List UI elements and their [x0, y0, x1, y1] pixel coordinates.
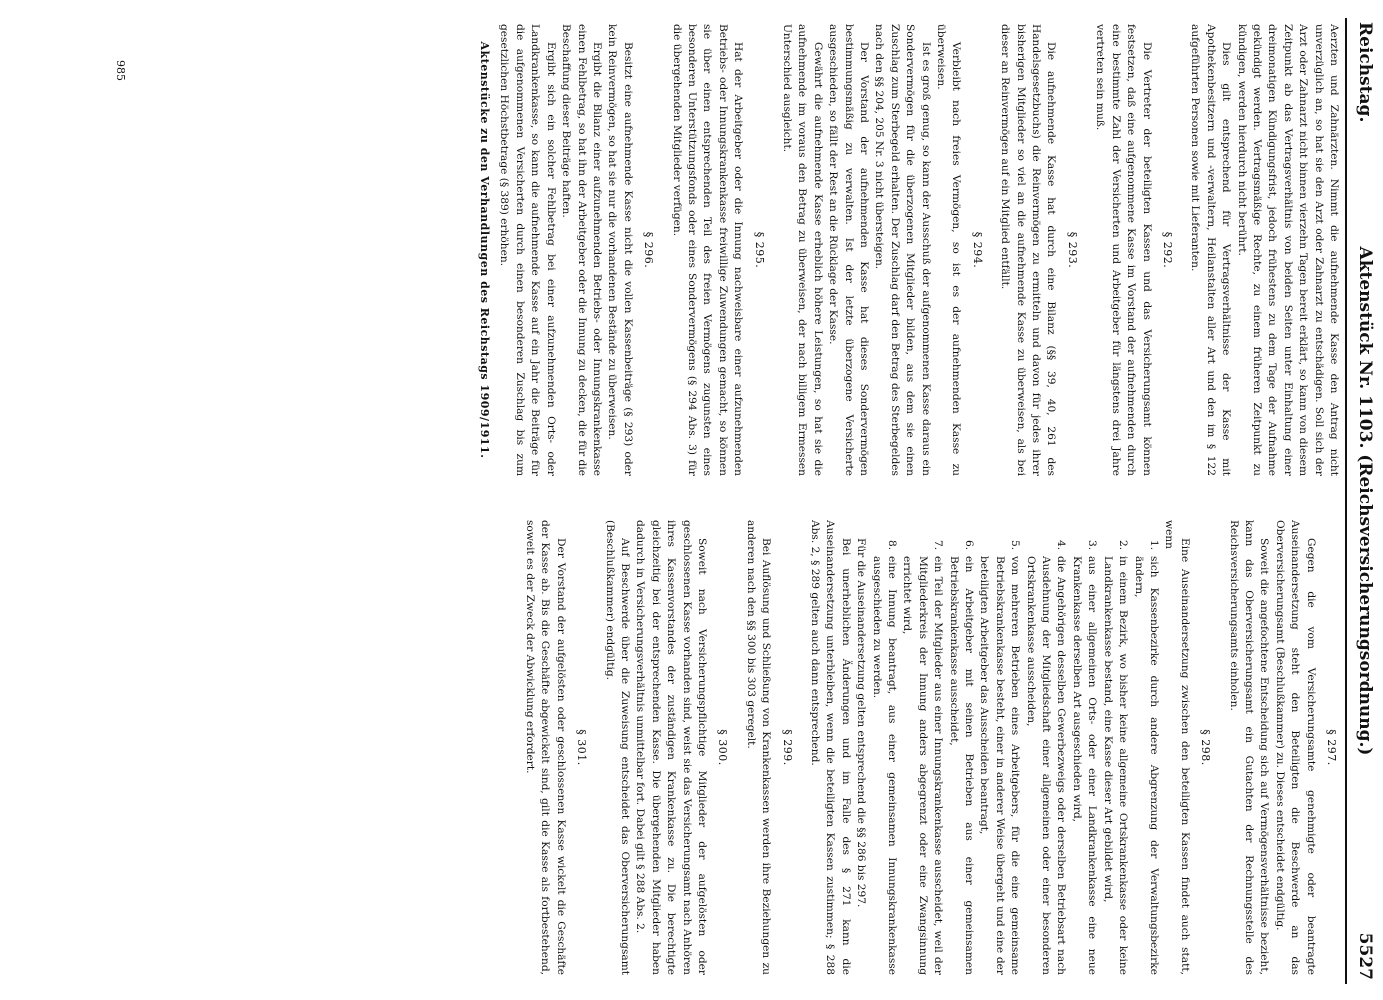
list-text: von mehreren Betrieben eines Arbeitgebers, für die eine gemeinsame Betriebskrankenkasse besteht, einer in anderer Weise übergeht und eine der beteiligten Arbeitgeber das Ausscheiden beantragt, [978, 556, 1022, 975]
paragraph: Gewährt die aufnehmende Kasse erheblich höhere Leistungen, so hat sie die aufnehmende im voraus den Betrag zu überweisen, der nach billigem Ermessen Unterschied ausgleicht. [781, 24, 824, 476]
paragraph: Die aufnehmende Kasse hat durch eine Bilanz (§§ 39, 40, 261 des Handelsgesetzbuchs) die Reinvermögen zu ermitteln und davon für jedes ihrer bisherigen Mitglieder so viel an die aufnehmende Kasse zu überweisen, als bei dieser an Reinvermögen auf ein Mitglied entfällt. [999, 24, 1058, 476]
list-text: in einem Bezirk, wo bisher keine allgemeine Ortskrankenkasse oder keine Landkrankenkasse bestand, eine Kasse dieser Art gebildet wird, [1101, 556, 1130, 975]
paragraph: Besitzt eine aufnehmende Kasse nicht die vollen Kassenbeiträge (§ 293) oder kein Reinvermögen, so hat sie nur die vorhandenen Bestände zu überweisen. [606, 24, 634, 476]
page-header [1349, 22, 1375, 980]
list-number: 4. [1055, 540, 1068, 551]
paragraph: Auf Beschwerde über die Zuweisung entscheidet das Oberversicherungsamt (Beschlußkammer) endgültig. [603, 520, 631, 975]
list-number: 7. [932, 540, 945, 551]
paragraph: Bei Auflösung und Schließung von Krankenkassen werden ihre Beziehungen zu anderen nach den §§ 300 bis 303 geregelt. [744, 520, 773, 975]
list-text: eine Innung beantragt, aus einer gemeinsamen Innungskrankenkasse ausgeschieden zu werden. [870, 556, 899, 975]
list-text: ein Arbeitgeber mit seinen Betrieben aus einer gemeinsamen Betriebskrankenkasse ausscheidet, [947, 556, 976, 975]
list-item [899, 520, 945, 975]
list-number: 1. [1147, 540, 1160, 551]
section-heading: § 299. [780, 729, 794, 766]
header-left: Reichstag. [1355, 22, 1375, 123]
paragraph: Für die Auseinandersetzung gelten entsprechend die §§ 286 bis 297. [855, 538, 868, 908]
paragraph: Ergibt die Bilanz einer aufzunehmenden Betriebs- oder Innungskrankenkasse einen Fehlbetrag, so hat ihn der Arbeitgeber oder die Innung zu decken, die für die Beschaffung dieser Beiträge haften. [560, 24, 603, 476]
section-heading: § 295. [752, 231, 766, 269]
list-number: 5. [1009, 540, 1022, 551]
paragraph: Ergibt sich ein solcher Fehlbetrag bei einer aufzunehmenden Orts- oder Landkrankenkasse, so kann die aufnehmende Kasse auf ein Jahr die Beiträge für die aufgenommenen Versicherten durch einen besonderen Zuschlag bis zum gesetzlichen Höchstbetrage (§ 389) erhöhen. [498, 24, 557, 476]
paragraph: Gegen die vom Versicherungsamte genehmigte oder beantragte Auseinandersetzung steht den Beteiligten die Beschwerde an das Oberversicherungsamt (Beschlußkammer) zu. Dieses entscheidet endgültig. [1273, 520, 1317, 975]
paragraph: Eine Auseinandersetzung zwischen den beteiligten Kassen findet auch statt, wenn [1163, 520, 1191, 975]
list-number: 3. [1086, 540, 1099, 551]
list-item [945, 520, 976, 975]
paragraph: Aerzten und Zahnärzten. Nimmt die aufnehmende Kasse den Antrag nicht unverzüglich an, so hat sie den Arzt oder Zahnarzt zu entschädigen. Soll sich der Arzt oder Zahnarzt nicht binnen vierzehn Tagen bereit erklärt, so kann von diesem Zeitpunkt ab das Vertragsverhältnis von beiden Seiten unter Einhaltung einer dreimonatigen Kündigungsfrist, jedoch frühestens zu dem Tage der Aufnahme gekündigt werden. Vertragsmäßige Rechte, zu einem früheren Zeitpunkt zu kündigen, werden hierdurch nicht berührt. [1235, 24, 1340, 476]
list-item [1099, 520, 1130, 975]
list-text: sich Kassenbezirke durch andere Abgrenzung der Verwaltungsbezirke ändern, [1132, 556, 1160, 975]
section-heading: § 296. [642, 231, 656, 269]
right-column [18, 520, 1341, 975]
list-text: ein Teil der Mitglieder aus einer Innungskrankenkasse ausscheidet, weil der Mitgliederkreis der Innung anders abgegrenzt oder eine Zwangsinnung errichtet wird, [901, 556, 945, 975]
paragraph: Dies gilt entsprechend für Vertragsverhältnisse der Kasse mit Apothekenbesitzern und -verwaltern, Heilanstalten aller Art und den im § 122 aufgeführten Personen sowie mit Lieferanten. [1189, 24, 1233, 476]
list-item [868, 520, 899, 975]
list-text: aus einer allgemeinen Orts- oder einer Landkrankenkasse eine neue Krankenkasse derselben Art ausgeschieden wird, [1070, 556, 1099, 975]
list-item [976, 520, 1022, 975]
footer-source-line: Aktenstücke zu den Verhandlungen des Reichstags 1909/1911. [478, 41, 492, 459]
paragraph: Ist es groß genug, so kann der Ausschuß der aufgenommenen Kasse daraus ein Sondervermögen für die überzogenen Mitglieder bilden, aus dem sie einen Zuschlag zum Sterbegeld erhalten. Der Zuschlag darf den Betrag des Sterbegeldes nach den §§ 204, 205 Nr. 3 nicht übersteigen. [873, 24, 932, 476]
section-heading: § 293. [1065, 231, 1079, 269]
list-item [1022, 520, 1068, 975]
list-number: 2. [1117, 540, 1130, 551]
section-heading: § 294. [970, 231, 984, 269]
list-item [1130, 520, 1161, 975]
paragraph: Hat der Arbeitgeber oder die Innung nachweisbare einer aufzunehmenden Betriebs- oder Innungskrankenkasse freiwillige Zuwendungen gemacht, so können sie über einen entsprechenden Teil des freien Vermögens zugunsten eines besonderen Unterstützungsfonds oder eines Sondervermögens (§ 294 Abs. 3) für die übergehenden Mitglieder verfügen. [670, 24, 745, 476]
section-heading: § 301. [575, 729, 589, 766]
paragraph: Der Vorstand der aufnehmenden Kasse hat dieses Sondervermögen bestimmungsmäßig zu verwalten. Ist der letzte überzogene Versicherte ausgeschieden, so fällt der Rest an die Rücklage der Kasse. [827, 24, 871, 476]
paragraph: Die Vertreter der beteiligten Kassen und das Versicherungsamt können festsetzen, daß eine aufgenommene Kasse im Vorstand der aufnehmenden durch eine bestimmte Zahl der Versicherten und Arbeitgeber für längstens drei Jahre vertreten sein muß. [1094, 24, 1153, 476]
page-number: 985 [114, 60, 127, 81]
list-item [1069, 520, 1100, 975]
header-page-number: 5527 [1355, 932, 1375, 980]
paragraph: Der Vorstand der aufgelösten oder geschlossenen Kasse wickelt die Geschäfte der Kasse ab. Bis die Geschäfte abgewickelt sind, gilt die Kasse als fortbestehend, soweit es der Zweck der Abwicklung erfordert. [523, 520, 567, 975]
list-number: 8. [886, 540, 899, 551]
header-title: Aktenstück Nr. 1103. (Reichsversicherungsordnung.) [1355, 246, 1375, 756]
section-heading: § 297. [1325, 729, 1338, 766]
paragraph: Verbleibt nach freies Vermögen, so ist es der aufnehmenden Kasse zu überweisen. [935, 24, 963, 476]
list-number: 6. [963, 540, 976, 551]
section-heading: § 300. [716, 729, 730, 766]
header-rule [1345, 18, 1347, 984]
numbered-list [868, 520, 1161, 975]
paragraph: Soweit die angefochtene Entscheidung sich auf Vermögensverhältnisse bezieht, kann das Oberversicherungsamt ein Gutachten der Rechnungsstelle des Reichsversicherungsamts einholen. [1227, 520, 1271, 975]
paragraph: Bei unerheblichen Änderungen und im Falle des § 271 kann die Auseinandersetzung unterbleiben, wenn die beteiligten Kassen zustimmen; § 288 Abs. 2, § 289 gelten auch dann entsprechend. [809, 520, 852, 975]
left-column [18, 24, 1341, 476]
section-heading: § 292. [1160, 231, 1174, 269]
list-text: die Angehörigen desselben Gewerbezweigs oder derselben Betriebsart nach Ausdehnung der Mitgliedschaft einer allgemeinen oder einer besonderen Ortskrankenkasse ausscheiden, [1024, 556, 1068, 975]
paragraph: Soweit nach Versicherungspflichtige Mitglieder der aufgelösten oder geschlossenen Kasse vorhanden sind, weist sie das Versicherungsamt nach Anhören ihres Kassenvorstandes der zuständigen Krankenkasse zu. Die berechtigte gleichzeitig bei der entsprechenden Kasse. Die übergehenden Mitglieder haben dadurch in Versicherungsverhältnis unmittelbar fort. Dabei gilt § 288 Abs. 2. [634, 520, 708, 975]
section-heading: § 298. [1199, 729, 1213, 766]
